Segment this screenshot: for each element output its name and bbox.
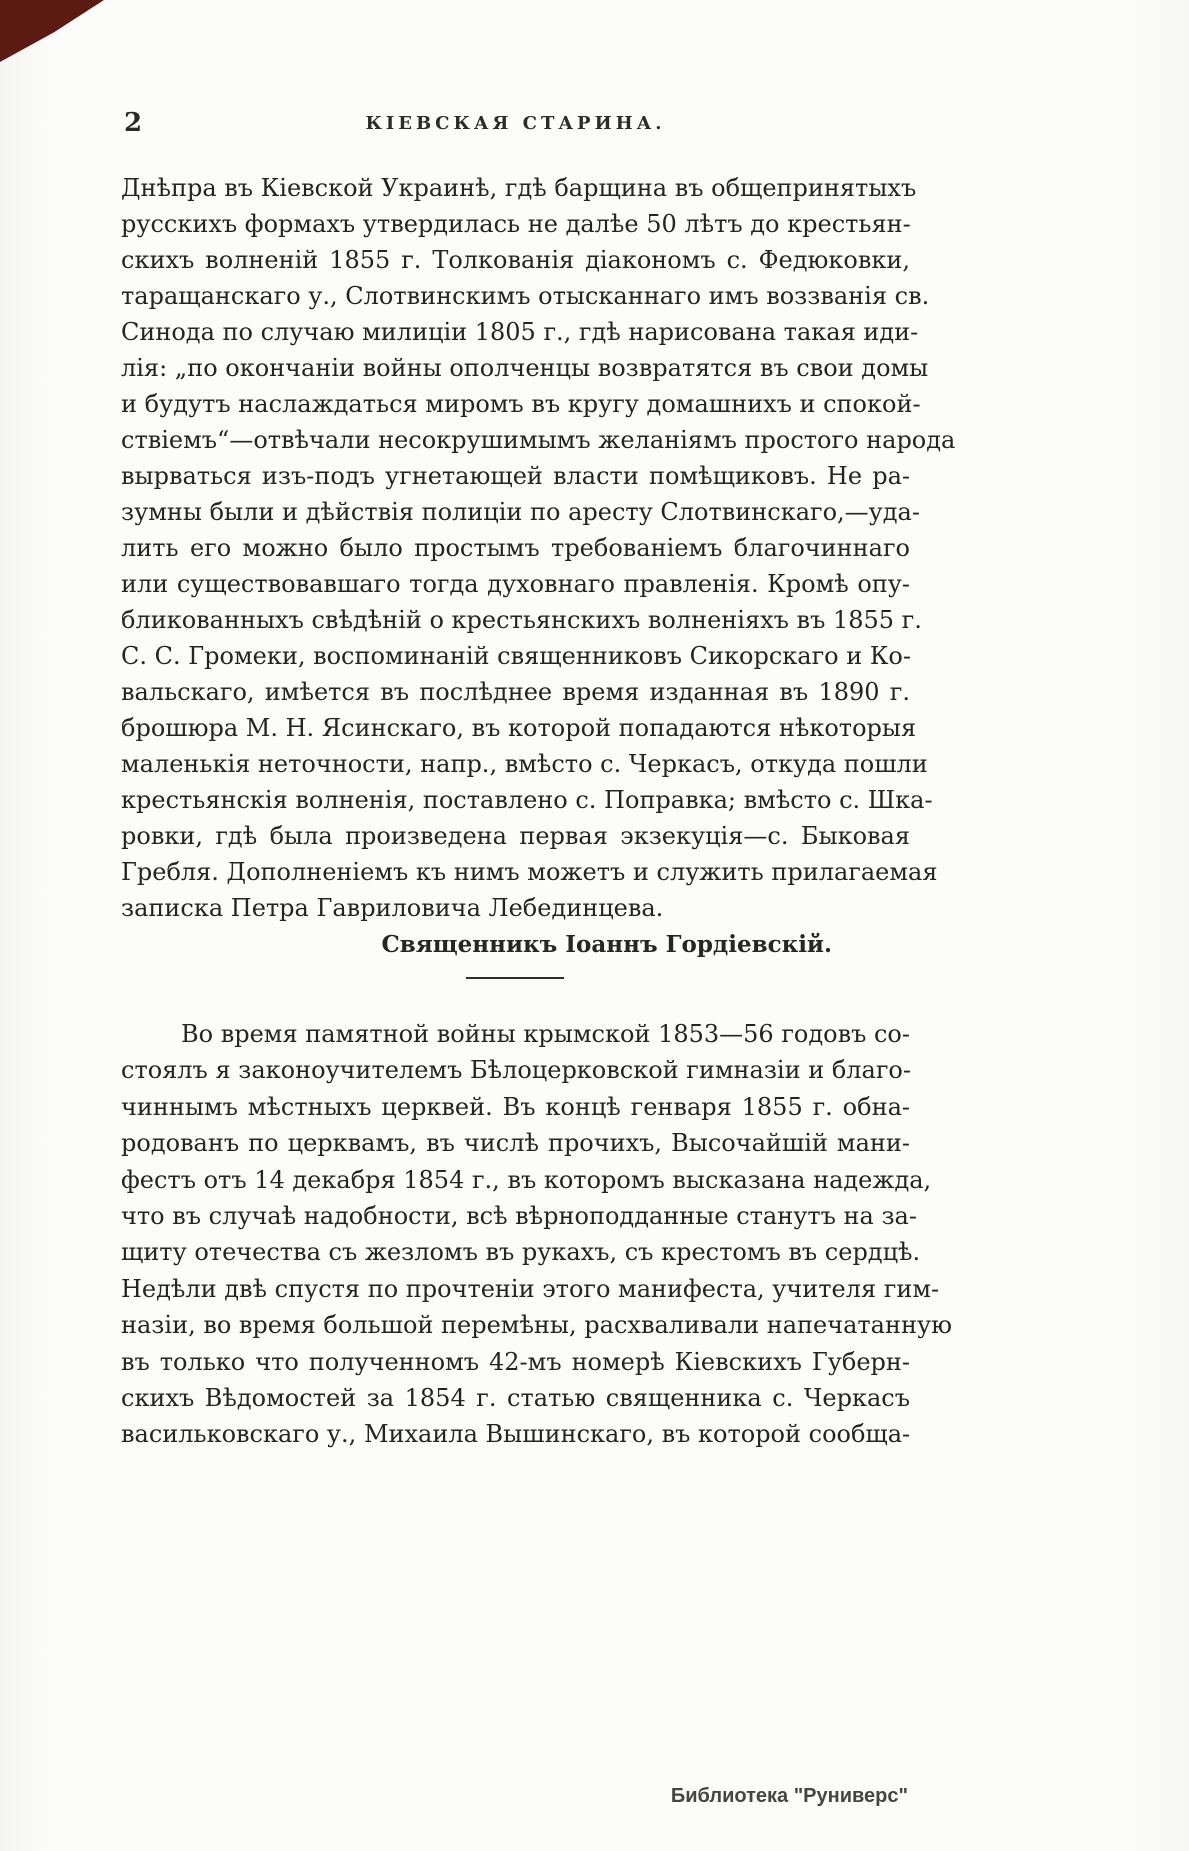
author-signature: Священникъ Іоаннъ Гордіевскій. [381,931,832,958]
text-line: записка Петра Гавриловича Лебединцева. [121,894,664,922]
text-line: щиту отечества съ жезломъ въ рукахъ, съ крестомъ въ сердцѣ. [121,1238,921,1267]
text-line: что въ случаѣ надобности, всѣ вѣрноподданные станутъ на за- [121,1201,917,1230]
text-line: крестьянскія волненія, поставлено с. Поправка; вмѣсто с. Шка- [121,786,933,814]
text-line: Синода по случаю милиціи 1805 г., гдѣ нарисована такая иди- [121,318,919,346]
text-line: вырваться изъ-подъ угнетающей власти помѣщиковъ. Не ра- [121,462,910,490]
text-line: Гребля. Дополненіемъ къ нимъ можетъ и служить прилагаемая [121,858,938,886]
text-line: ствіемъ“—отвѣчали несокрушимымъ желаніямъ простого народа [121,426,956,454]
journal-title: КІЕВСКАЯ СТАРИНА. [365,113,666,134]
text-line: лія: „по окончаніи войны ополченцы возвратятся въ свои домы [121,354,929,382]
text-line: скихъ Вѣдомостей за 1854 г. статью священника с. Черкасъ [121,1383,910,1412]
page-number: 2 [124,108,143,138]
text-line: ровки, гдѣ была произведена первая экзекуція—с. Быковая [121,822,910,850]
text-line: фестъ отъ 14 декабря 1854 г., въ которомъ высказана надежда, [121,1165,932,1194]
library-watermark: Библиотека "Руниверс" [670,1785,908,1807]
text-line: русскихъ формахъ утвердилась не далѣе 50 лѣтъ до крестьян- [121,210,911,238]
text-line: брошюра М. Н. Ясинскаго, въ которой попадаются нѣкоторыя [121,714,917,742]
text-line: маленькія неточности, напр., вмѣсто с. Черкасъ, откуда пошли [121,750,928,778]
text-line: скихъ волненій 1855 г. Толкованія діакономъ с. Федюковки, [121,246,910,274]
text-line: или существовавшаго тогда духовнаго правленія. Кромѣ опу- [121,570,910,598]
paragraph-2 [121,1016,952,1453]
text-line: Во время памятной войны крымской 1853—56 годовъ со- [181,1020,910,1048]
text-line: назіи, во время большой перемѣны, расхваливали напечатанную [121,1311,952,1340]
text-line: въ только что полученномъ 42-мъ номерѣ Кіевскихъ Губерн- [121,1347,910,1376]
text-line: и будутъ наслаждаться миромъ въ кругу домашнихъ и спокой- [121,390,921,418]
text-line: стоялъ я законоучителемъ Бѣлоцерковской гимназіи и благо- [121,1056,911,1085]
section-divider [466,977,564,979]
text-line: С. С. Громеки, воспоминаній священниковъ Сикорскаго и Ко- [121,642,911,670]
text-line: лить его можно было простымъ требованіемъ благочиннаго [121,534,910,562]
text-line: васильковскаго у., Михаила Вышинскаго, въ которой сообща- [121,1420,911,1449]
scan-corner-artifact [0,0,104,62]
text-line: Недѣли двѣ спустя по прочтеніи этого манифеста, учителя гим- [121,1274,940,1303]
text-line: таращанскаго у., Слотвинскимъ отысканнаго имъ воззванія св. [121,282,930,310]
text-line: чиннымъ мѣстныхъ церквей. Въ концѣ генваря 1855 г. обна- [121,1092,910,1121]
text-line: родованъ по церквамъ, въ числѣ прочихъ, Высочайшій мани- [121,1129,910,1158]
text-line: бликованныхъ свѣдѣній о крестьянскихъ волненіяхъ въ 1855 г. [121,606,922,634]
text-line: Днѣпра въ Кіевской Украинѣ, гдѣ барщина въ общепринятыхъ [121,174,917,202]
text-line: зумны были и дѣйствія полиціи по аресту Слотвинскаго,—уда- [121,498,920,526]
paragraph-1 [121,170,956,926]
text-line: вальскаго, имѣется въ послѣднее время изданная въ 1890 г. [121,678,910,706]
